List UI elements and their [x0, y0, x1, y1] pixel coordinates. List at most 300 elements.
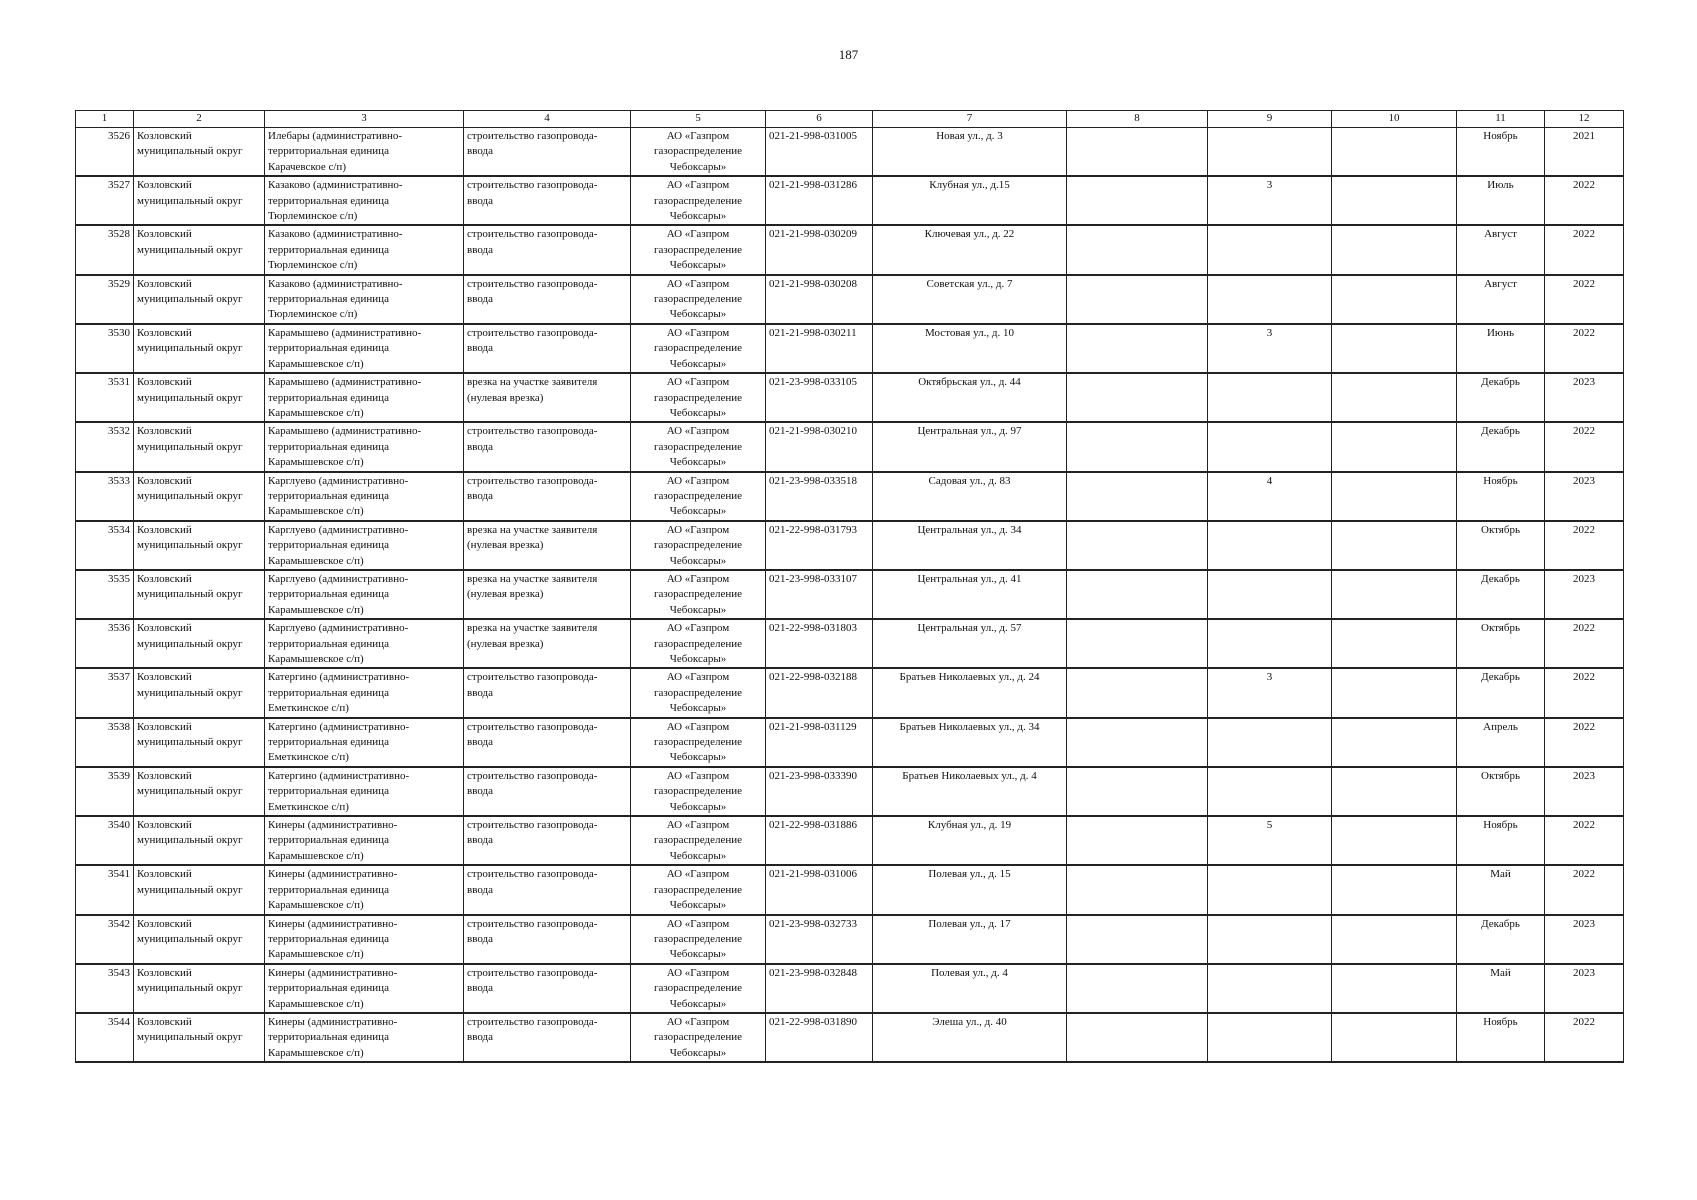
work-type-cell [464, 128, 631, 177]
column-10-cell [1332, 865, 1457, 914]
row-number-cell: 3542 [76, 915, 134, 964]
address-cell: Новая ул., д. 3 [873, 128, 1067, 177]
month-cell: Май [1457, 964, 1545, 1013]
cell-line: Козловский [137, 376, 192, 389]
column-9-cell [1208, 1013, 1332, 1062]
year-cell: 2022 [1545, 176, 1624, 225]
cell-line: газораспределение [653, 785, 743, 798]
cell-line: Карамышевское с/п) [268, 357, 364, 370]
cell-line: Козловский [137, 769, 192, 782]
district-cell [134, 1013, 265, 1062]
cell-line: газораспределение [653, 932, 743, 945]
column-8-cell [1067, 964, 1208, 1013]
column-10-cell [1332, 570, 1457, 619]
row-number-cell: 3527 [76, 176, 134, 225]
cell-line: газораспределение [653, 145, 743, 158]
cell-line: АО «Газпром [666, 179, 730, 192]
column-9-cell [1208, 718, 1332, 767]
settlement-cell [265, 570, 464, 619]
cell-line: врезка на участке заявителя [467, 622, 598, 635]
cell-line: Козловский [137, 917, 192, 930]
cell-line: ввода [467, 342, 493, 355]
cell-line: ввода [467, 194, 493, 207]
cell-line: Карглуево (административно- [268, 572, 409, 585]
cell-line: газораспределение [653, 391, 743, 404]
cell-line: ввода [467, 932, 493, 945]
column-9-cell [1208, 767, 1332, 816]
district-cell [134, 128, 265, 177]
column-10-cell [1332, 275, 1457, 324]
cell-line: Козловский [137, 277, 192, 290]
year-cell: 2023 [1545, 373, 1624, 422]
table-row [76, 275, 1624, 324]
district-cell [134, 373, 265, 422]
work-type-cell [464, 324, 631, 373]
column-8-cell [1067, 275, 1208, 324]
settlement-cell [265, 816, 464, 865]
application-code-cell: 021-22-998-031803 [766, 619, 873, 668]
cell-line: Чебоксары» [669, 456, 727, 469]
address-cell: Центральная ул., д. 41 [873, 570, 1067, 619]
address-cell: Центральная ул., д. 57 [873, 619, 1067, 668]
row-number-cell: 3532 [76, 422, 134, 471]
cell-line: газораспределение [653, 194, 743, 207]
settlement-cell [265, 176, 464, 225]
cell-line: Катергино (административно- [268, 769, 410, 782]
cell-line: газораспределение [653, 883, 743, 896]
cell-line: муниципальный округ [137, 539, 243, 552]
address-cell: Октябрьская ул., д. 44 [873, 373, 1067, 422]
cell-line: Козловский [137, 671, 192, 684]
cell-line: Козловский [137, 622, 192, 635]
district-cell [134, 767, 265, 816]
cell-line: строительство газопровода- [467, 769, 598, 782]
district-cell [134, 964, 265, 1013]
cell-line: Чебоксары» [669, 259, 727, 272]
application-code-cell: 021-21-998-030208 [766, 275, 873, 324]
cell-line: газораспределение [653, 293, 743, 306]
work-type-cell [464, 816, 631, 865]
cell-line: муниципальный округ [137, 932, 243, 945]
cell-line: Чебоксары» [669, 210, 727, 223]
organization-cell [631, 373, 766, 422]
row-number-cell: 3529 [76, 275, 134, 324]
cell-line: Козловский [137, 819, 192, 832]
month-cell: Ноябрь [1457, 1013, 1545, 1062]
cell-line: строительство газопровода- [467, 671, 598, 684]
organization-cell [631, 767, 766, 816]
column-10-cell [1332, 176, 1457, 225]
cell-line: муниципальный округ [137, 145, 243, 158]
work-type-cell [464, 570, 631, 619]
organization-cell [631, 521, 766, 570]
cell-line: АО «Газпром [666, 277, 730, 290]
cell-line: строительство газопровода- [467, 819, 598, 832]
cell-line: газораспределение [653, 834, 743, 847]
cell-line: АО «Газпром [666, 819, 730, 832]
month-cell: Ноябрь [1457, 816, 1545, 865]
cell-line: АО «Газпром [666, 1015, 730, 1028]
cell-line: территориальная единица [268, 982, 389, 995]
cell-line: (нулевая врезка) [467, 391, 544, 404]
address-cell: Садовая ул., д. 83 [873, 472, 1067, 521]
year-cell: 2021 [1545, 128, 1624, 177]
settlement-cell [265, 128, 464, 177]
cell-line: Карамышевское с/п) [268, 849, 364, 862]
row-number-cell: 3537 [76, 668, 134, 717]
cell-line: Кинеры (административно- [268, 1015, 398, 1028]
cell-line: Казаково (административно- [268, 179, 403, 192]
month-cell: Август [1457, 275, 1545, 324]
application-code-cell: 021-23-998-033518 [766, 472, 873, 521]
column-8-cell [1067, 324, 1208, 373]
row-number-cell: 3531 [76, 373, 134, 422]
row-number-cell: 3534 [76, 521, 134, 570]
settlement-cell [265, 521, 464, 570]
row-number-cell: 3543 [76, 964, 134, 1013]
cell-line: газораспределение [653, 539, 743, 552]
year-cell: 2022 [1545, 324, 1624, 373]
organization-cell [631, 422, 766, 471]
cell-line: Карамышевское с/п) [268, 456, 364, 469]
cell-line: Еметкинское с/п) [268, 751, 349, 764]
address-cell: Клубная ул., д. 19 [873, 816, 1067, 865]
cell-line: Казаково (административно- [268, 277, 403, 290]
cell-line: территориальная единица [268, 637, 389, 650]
cell-line: Чебоксары» [669, 997, 727, 1010]
table-row [76, 373, 1624, 422]
cell-line: газораспределение [653, 489, 743, 502]
cell-line: строительство газопровода- [467, 1015, 598, 1028]
cell-line: Козловский [137, 868, 192, 881]
cell-line: строительство газопровода- [467, 179, 598, 192]
cell-line: врезка на участке заявителя [467, 376, 598, 389]
work-type-cell [464, 275, 631, 324]
page-number: 187 [838, 47, 859, 62]
table-row [76, 668, 1624, 717]
cell-line: строительство газопровода- [467, 277, 598, 290]
district-cell [134, 422, 265, 471]
cell-line: строительство газопровода- [467, 228, 598, 241]
cell-line: ввода [467, 883, 493, 896]
cell-line: Карамышево (административно- [268, 425, 422, 438]
row-number-cell: 3544 [76, 1013, 134, 1062]
cell-line: Козловский [137, 130, 192, 142]
cell-line: ввода [467, 785, 493, 798]
cell-line: муниципальный округ [137, 489, 243, 502]
month-cell: Декабрь [1457, 915, 1545, 964]
column-10-cell [1332, 718, 1457, 767]
table-row [76, 472, 1624, 521]
work-type-cell [464, 521, 631, 570]
column-9-cell [1208, 128, 1332, 177]
column-10-cell [1332, 767, 1457, 816]
cell-line: ввода [467, 982, 493, 995]
settlement-cell [265, 915, 464, 964]
cell-line: ввода [467, 1031, 493, 1044]
cell-line: строительство газопровода- [467, 917, 598, 930]
organization-cell [631, 176, 766, 225]
work-type-cell [464, 472, 631, 521]
cell-line: Карглуево (административно- [268, 523, 409, 536]
column-9-cell [1208, 619, 1332, 668]
application-code-cell: 021-21-998-031129 [766, 718, 873, 767]
cell-line: территориальная единица [268, 243, 389, 256]
column-8-cell [1067, 225, 1208, 274]
cell-line: муниципальный округ [137, 982, 243, 995]
application-code-cell: 021-22-998-031793 [766, 521, 873, 570]
year-cell: 2022 [1545, 816, 1624, 865]
district-cell [134, 865, 265, 914]
cell-line: Чебоксары» [669, 800, 727, 813]
cell-line: территориальная единица [268, 440, 389, 453]
column-8-cell [1067, 472, 1208, 521]
year-cell: 2023 [1545, 964, 1624, 1013]
cell-line: территориальная единица [268, 686, 389, 699]
cell-line: газораспределение [653, 588, 743, 601]
column-header: 7 [873, 111, 1067, 128]
settlement-cell [265, 422, 464, 471]
month-cell: Октябрь [1457, 521, 1545, 570]
organization-cell [631, 964, 766, 1013]
cell-line: территориальная единица [268, 391, 389, 404]
year-cell: 2022 [1545, 865, 1624, 914]
work-type-cell [464, 619, 631, 668]
column-8-cell [1067, 422, 1208, 471]
work-type-cell [464, 964, 631, 1013]
table-row [76, 422, 1624, 471]
application-code-cell: 021-21-998-031286 [766, 176, 873, 225]
cell-line: муниципальный округ [137, 440, 243, 453]
cell-line: Карачевское с/п) [268, 160, 346, 173]
table-row [76, 570, 1624, 619]
organization-cell [631, 718, 766, 767]
cell-line: территориальная единица [268, 932, 389, 945]
column-8-cell [1067, 176, 1208, 225]
settlement-cell [265, 767, 464, 816]
cell-line: АО «Газпром [666, 720, 730, 733]
row-number-cell: 3530 [76, 324, 134, 373]
month-cell: Октябрь [1457, 619, 1545, 668]
cell-line: врезка на участке заявителя [467, 523, 598, 536]
month-cell: Август [1457, 225, 1545, 274]
cell-line: Казаково (административно- [268, 228, 403, 241]
month-cell: Ноябрь [1457, 128, 1545, 177]
district-cell [134, 816, 265, 865]
column-10-cell [1332, 472, 1457, 521]
cell-line: муниципальный округ [137, 1031, 243, 1044]
address-cell: Центральная ул., д. 34 [873, 521, 1067, 570]
application-code-cell: 021-23-998-032733 [766, 915, 873, 964]
column-9-cell: 4 [1208, 472, 1332, 521]
cell-line: строительство газопровода- [467, 868, 598, 881]
column-9-cell [1208, 521, 1332, 570]
table-row [76, 225, 1624, 274]
organization-cell [631, 570, 766, 619]
cell-line: АО «Газпром [666, 425, 730, 438]
column-9-cell: 5 [1208, 816, 1332, 865]
district-cell [134, 718, 265, 767]
district-cell [134, 176, 265, 225]
column-10-cell [1332, 964, 1457, 1013]
cell-line: муниципальный округ [137, 342, 243, 355]
cell-line: муниципальный округ [137, 637, 243, 650]
settlement-cell [265, 324, 464, 373]
settlement-cell [265, 1013, 464, 1062]
month-cell: Декабрь [1457, 373, 1545, 422]
cell-line: строительство газопровода- [467, 720, 598, 733]
cell-line: Козловский [137, 474, 192, 487]
organization-cell [631, 225, 766, 274]
cell-line: муниципальный округ [137, 785, 243, 798]
organization-cell [631, 619, 766, 668]
address-cell: Полевая ул., д. 15 [873, 865, 1067, 914]
cell-line: территориальная единица [268, 194, 389, 207]
column-10-cell [1332, 915, 1457, 964]
cell-line: газораспределение [653, 736, 743, 749]
address-cell: Центральная ул., д. 97 [873, 422, 1067, 471]
work-type-cell [464, 668, 631, 717]
work-type-cell [464, 865, 631, 914]
column-8-cell [1067, 521, 1208, 570]
column-header: 12 [1545, 111, 1624, 128]
column-8-cell [1067, 767, 1208, 816]
table-row [76, 128, 1624, 177]
column-8-cell [1067, 570, 1208, 619]
cell-line: Чебоксары» [669, 554, 727, 567]
cell-line: газораспределение [653, 637, 743, 650]
work-type-cell [464, 1013, 631, 1062]
district-cell [134, 472, 265, 521]
cell-line: Чебоксары» [669, 357, 727, 370]
cell-line: АО «Газпром [666, 966, 730, 979]
cell-line: Карамышевское с/п) [268, 1046, 364, 1059]
month-cell: Октябрь [1457, 767, 1545, 816]
column-header: 10 [1332, 111, 1457, 128]
column-10-cell [1332, 422, 1457, 471]
column-8-cell [1067, 915, 1208, 964]
cell-line: Козловский [137, 326, 192, 339]
column-header: 4 [464, 111, 631, 128]
cell-line: Карамышевское с/п) [268, 554, 364, 567]
cell-line: территориальная единица [268, 588, 389, 601]
month-cell: Июль [1457, 176, 1545, 225]
cell-line: ввода [467, 440, 493, 453]
cell-line: (нулевая врезка) [467, 539, 544, 552]
cell-line: Карамышевское с/п) [268, 899, 364, 912]
month-cell: Июнь [1457, 324, 1545, 373]
district-cell [134, 225, 265, 274]
table-body [76, 128, 1624, 1063]
cell-line: АО «Газпром [666, 572, 730, 585]
application-code-cell: 021-21-998-031005 [766, 128, 873, 177]
cell-line: Козловский [137, 720, 192, 733]
cell-line: территориальная единица [268, 145, 389, 158]
address-cell: Полевая ул., д. 4 [873, 964, 1067, 1013]
row-number-cell: 3535 [76, 570, 134, 619]
cell-line: АО «Газпром [666, 769, 730, 782]
year-cell: 2022 [1545, 619, 1624, 668]
year-cell: 2022 [1545, 275, 1624, 324]
cell-line: муниципальный округ [137, 391, 243, 404]
organization-cell [631, 128, 766, 177]
cell-line: Катергино (административно- [268, 720, 410, 733]
work-type-cell [464, 767, 631, 816]
cell-line: газораспределение [653, 686, 743, 699]
column-9-cell [1208, 865, 1332, 914]
cell-line: Тюрлеминское с/п) [268, 259, 358, 272]
column-9-cell [1208, 275, 1332, 324]
cell-line: ввода [467, 834, 493, 847]
column-8-cell [1067, 668, 1208, 717]
cell-line: (нулевая врезка) [467, 637, 544, 650]
district-cell [134, 915, 265, 964]
column-9-cell: 3 [1208, 176, 1332, 225]
cell-line: АО «Газпром [666, 474, 730, 487]
cell-line: муниципальный округ [137, 883, 243, 896]
cell-line: Кинеры (административно- [268, 819, 398, 832]
column-8-cell [1067, 718, 1208, 767]
district-cell [134, 275, 265, 324]
row-number-cell: 3539 [76, 767, 134, 816]
cell-line: Чебоксары» [669, 948, 727, 961]
cell-line: АО «Газпром [666, 917, 730, 930]
table-row [76, 718, 1624, 767]
column-header: 5 [631, 111, 766, 128]
settlement-cell [265, 619, 464, 668]
cell-line: муниципальный округ [137, 194, 243, 207]
column-8-cell [1067, 865, 1208, 914]
cell-line: Козловский [137, 228, 192, 241]
column-9-cell [1208, 422, 1332, 471]
row-number-cell: 3526 [76, 128, 134, 177]
year-cell: 2022 [1545, 225, 1624, 274]
cell-line: Кинеры (административно- [268, 917, 398, 930]
cell-line: территориальная единица [268, 736, 389, 749]
cell-line: АО «Газпром [666, 376, 730, 389]
column-9-cell [1208, 915, 1332, 964]
settlement-cell [265, 373, 464, 422]
column-8-cell [1067, 619, 1208, 668]
table-row [76, 865, 1624, 914]
organization-cell [631, 915, 766, 964]
cell-line: строительство газопровода- [467, 326, 598, 339]
cell-line: Карглуево (административно- [268, 474, 409, 487]
column-header: 6 [766, 111, 873, 128]
cell-line: АО «Газпром [666, 671, 730, 684]
cell-line: Еметкинское с/п) [268, 800, 349, 813]
cell-line: территориальная единица [268, 342, 389, 355]
application-code-cell: 021-23-998-033105 [766, 373, 873, 422]
settlement-cell [265, 865, 464, 914]
column-8-cell [1067, 816, 1208, 865]
table-row [76, 324, 1624, 373]
cell-line: ввода [467, 489, 493, 502]
row-number-cell: 3541 [76, 865, 134, 914]
cell-line: муниципальный округ [137, 686, 243, 699]
cell-line: Карамышевское с/п) [268, 948, 364, 961]
cell-line: Козловский [137, 1015, 192, 1028]
column-header: 3 [265, 111, 464, 128]
application-code-cell: 021-23-998-033390 [766, 767, 873, 816]
cell-line: врезка на участке заявителя [467, 572, 598, 585]
month-cell: Декабрь [1457, 422, 1545, 471]
cell-line: Козловский [137, 572, 192, 585]
cell-line: Карамышево (административно- [268, 376, 422, 389]
cell-line: территориальная единица [268, 785, 389, 798]
cell-line: муниципальный округ [137, 834, 243, 847]
table-header [76, 111, 1624, 128]
